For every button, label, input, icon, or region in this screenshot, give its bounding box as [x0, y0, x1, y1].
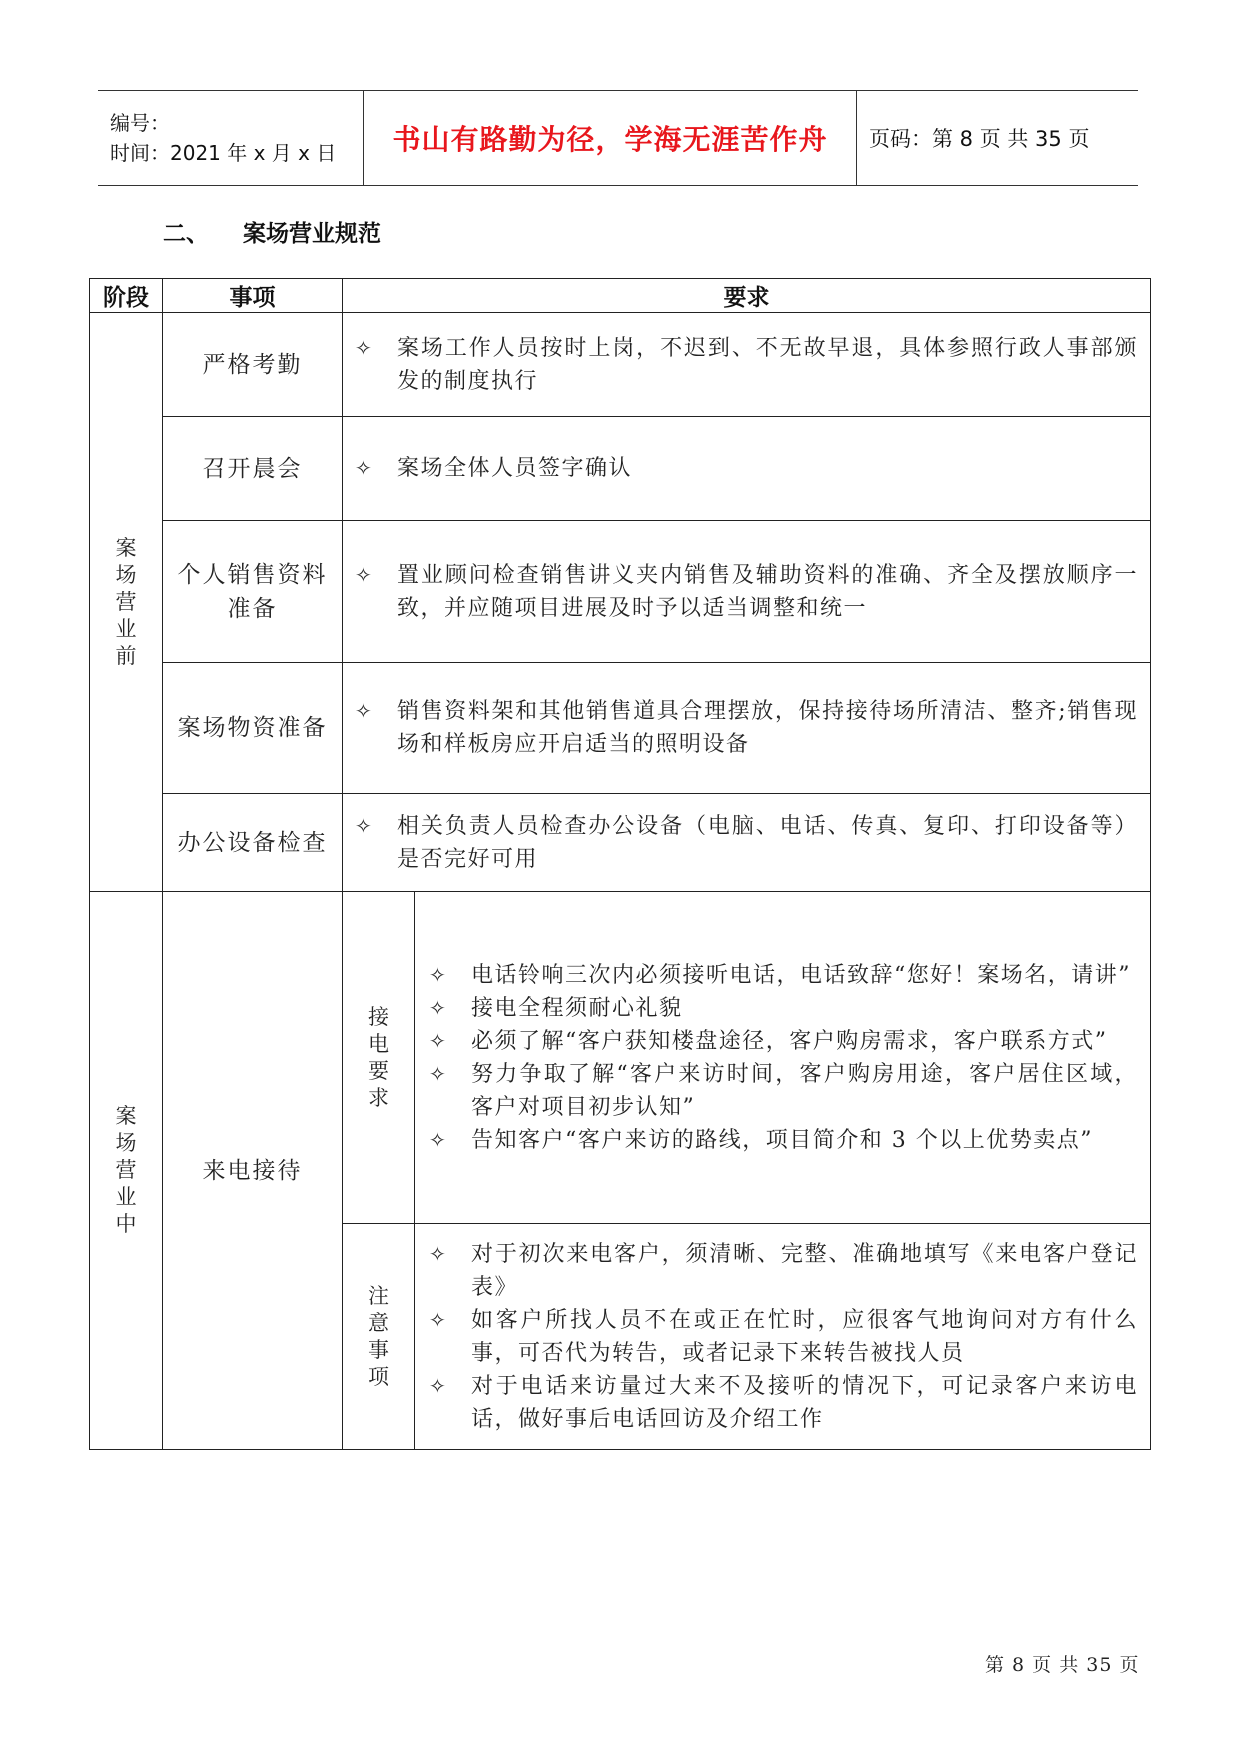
requirement-cell [415, 892, 1151, 1224]
page-header [98, 90, 1138, 186]
requirement-text: 必须了解“客户获知楼盘途径，客户购房需求，客户联系方式” [471, 1028, 1108, 1054]
sub-label-char: 意 [368, 1310, 389, 1335]
item-cell [163, 521, 343, 663]
document-time-label: 时间：2021 年 x 月 x 日 [110, 141, 337, 165]
item-label: 召开晨会 [202, 455, 303, 482]
requirement-text: 案场全体人员签字确认 [397, 456, 633, 481]
requirement-item [429, 959, 1138, 992]
requirement-text: 相关负责人员检查办公设备（电脑、电话、传真、复印、打印设备等）是否完好可用 [397, 813, 1138, 872]
requirement-item [429, 1058, 1138, 1124]
requirement-text: 销售资料架和其他销售道具合理摆放，保持接待场所清洁、整齐;销售现场和样板房应开启适当的照明设备 [397, 699, 1138, 757]
requirement-item [355, 695, 1138, 761]
stage-char: 营 [115, 1158, 137, 1182]
sub-label-notes [343, 1224, 415, 1450]
diamond-bullet-icon: ✧ [429, 1061, 448, 1086]
sub-label-char: 接 [368, 1004, 389, 1029]
sub-label-char: 项 [368, 1364, 389, 1389]
item-label: 个人销售资料 [177, 561, 328, 588]
item-cell [163, 313, 343, 417]
page-footer: 第 8 页 共 35 页 [985, 1654, 1140, 1676]
requirement-item [355, 559, 1138, 625]
header-info [98, 91, 363, 185]
requirement-cell [343, 794, 1151, 892]
header-motto: 书山有路勤为径，学海无涯苦作舟 [392, 123, 828, 156]
diamond-bullet-icon: ✧ [355, 813, 374, 838]
stage-before-business [90, 313, 163, 892]
table-row [90, 521, 1151, 663]
item-cell [163, 794, 343, 892]
table-row [90, 313, 1151, 417]
requirement-item [429, 1370, 1138, 1436]
header-page-label: 页码：第 8 页 共 35 页 [869, 127, 1090, 151]
requirement-cell [343, 417, 1151, 521]
requirement-cell [343, 663, 1151, 794]
stage-char: 中 [115, 1212, 137, 1236]
header-motto-cell [363, 91, 857, 185]
diamond-bullet-icon: ✧ [429, 1241, 448, 1266]
requirement-text: 置业顾问检查销售讲义夹内销售及辅助资料的准确、齐全及摆放顺序一致，并应随项目进展及时予以适当调整和统一 [397, 562, 1138, 621]
sub-label-char: 电 [368, 1031, 389, 1056]
section-heading [163, 215, 381, 248]
item-cell [163, 892, 343, 1450]
requirement-item [429, 1124, 1138, 1157]
stage-char: 前 [115, 643, 137, 668]
document-number-label: 编号： [110, 111, 170, 135]
diamond-bullet-icon: ✧ [429, 1373, 448, 1398]
table-row [90, 794, 1151, 892]
column-header-stage: 阶段 [90, 279, 163, 313]
requirement-item [429, 1238, 1138, 1304]
item-label: 严格考勤 [202, 351, 303, 378]
sub-label-char: 要 [368, 1058, 389, 1083]
sub-label-answer-requirements [343, 892, 415, 1224]
diamond-bullet-icon: ✧ [429, 1028, 448, 1053]
requirement-text: 如客户所找人员不在或正在忙时，应很客气地询问对方有什么事，可否代为转告，或者记录下来转告被找人员 [471, 1307, 1138, 1366]
requirement-cell [343, 521, 1151, 663]
requirement-item [355, 452, 1138, 485]
item-label: 案场物资准备 [177, 715, 328, 741]
sales-rules-table [89, 278, 1151, 1450]
requirement-text: 努力争取了解“客户来访时间，客户购房用途，客户居住区域，客户对项目初步认知” [471, 1061, 1138, 1120]
sub-label-char: 注 [368, 1283, 389, 1308]
stage-char: 场 [115, 562, 137, 587]
sub-label-char: 求 [368, 1085, 389, 1110]
item-cell [163, 417, 343, 521]
stage-during-business [90, 892, 163, 1450]
column-header-item: 事项 [163, 279, 343, 313]
table-row [90, 892, 1151, 1224]
item-label: 准备 [227, 595, 278, 622]
section-title: 案场营业规范 [243, 221, 381, 247]
table-row [90, 663, 1151, 794]
diamond-bullet-icon: ✧ [355, 699, 374, 723]
column-header-requirement: 要求 [343, 279, 1151, 313]
stage-char: 营 [115, 589, 137, 614]
diamond-bullet-icon: ✧ [429, 962, 448, 987]
requirement-text: 对于初次来电客户，须清晰、完整、准确地填写《来电客户登记表》 [471, 1241, 1138, 1300]
diamond-bullet-icon: ✧ [355, 335, 374, 360]
requirement-text: 告知客户“客户来访的路线，项目简介和 3 个以上优势卖点” [471, 1127, 1093, 1153]
item-label: 办公设备检查 [177, 829, 328, 856]
diamond-bullet-icon: ✧ [429, 1127, 448, 1152]
table-header-row [90, 279, 1151, 313]
requirement-item [355, 332, 1138, 398]
requirement-text: 案场工作人员按时上岗，不迟到、不无故早退，具体参照行政人事部颁发的制度执行 [397, 335, 1138, 394]
diamond-bullet-icon: ✧ [355, 456, 374, 480]
requirement-cell [415, 1224, 1151, 1450]
diamond-bullet-icon: ✧ [429, 1307, 448, 1332]
requirement-item [429, 1025, 1138, 1058]
stage-char: 场 [115, 1131, 137, 1155]
requirement-item [429, 992, 1138, 1025]
section-number: 二、 [163, 221, 209, 247]
requirement-item [355, 810, 1138, 876]
sub-label-char: 事 [368, 1337, 389, 1362]
stage-char: 业 [115, 616, 137, 641]
stage-char: 案 [115, 535, 137, 560]
requirement-text: 接电全程须耐心礼貌 [471, 995, 683, 1021]
item-call-reception: 来电接待 [202, 1157, 303, 1184]
requirement-item [429, 1304, 1138, 1370]
stage-char: 业 [115, 1185, 137, 1209]
diamond-bullet-icon: ✧ [429, 995, 448, 1020]
diamond-bullet-icon: ✧ [355, 562, 374, 587]
requirement-text: 电话铃响三次内必须接听电话，电话致辞“您好！案场名，请讲” [471, 962, 1131, 988]
item-cell [163, 663, 343, 794]
stage-char: 案 [115, 1104, 137, 1128]
table-row [90, 417, 1151, 521]
requirement-text: 对于电话来访量过大来不及接听的情况下，可记录客户来访电话，做好事后电话回访及介绍工作 [471, 1373, 1138, 1432]
requirement-cell [343, 313, 1151, 417]
